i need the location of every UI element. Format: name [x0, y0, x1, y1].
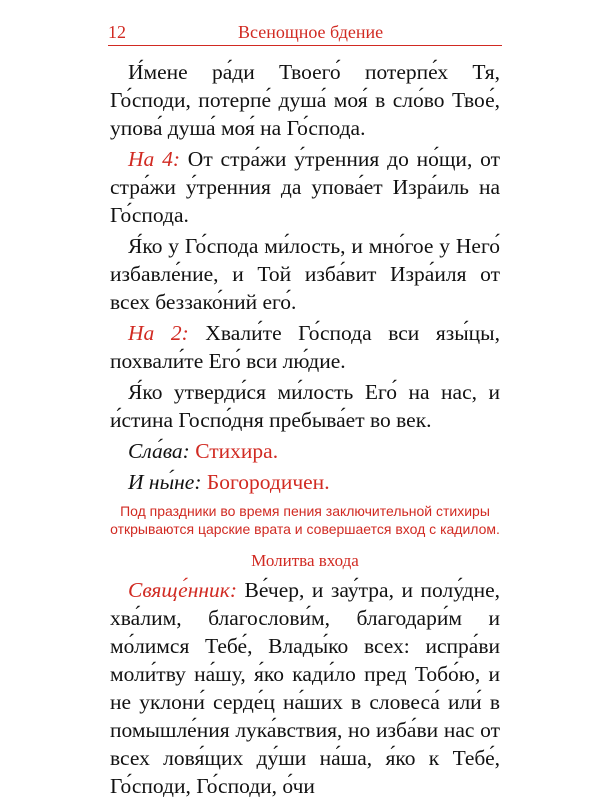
paragraph-verse-4: [110, 319, 500, 375]
paragraph-prayer: [110, 576, 500, 800]
body-text: [110, 58, 500, 803]
prayer-title: Молитва входа: [251, 551, 359, 570]
slava-line: [110, 437, 500, 465]
rubric-priest: Свяще́нник:: [128, 578, 237, 602]
verse-2-text: От стра́жи у́тренния до но́щи, от стра́жи у́тренния да упова́ет Изра́иль на Го́спода.: [110, 147, 500, 227]
paragraph-verse-2: [110, 145, 500, 229]
page-number: 12: [108, 22, 126, 42]
inyne-value: Богородичен.: [201, 470, 330, 494]
rubric-na-4: На 4:: [128, 147, 180, 171]
slava-label: Сла́ва:: [128, 439, 190, 463]
paragraph-verse-1: И́мене ра́ди Твоего́ потерпе́х Тя, Го́споди, потерпе́ душа́ моя́ в сло́во Твое́, упова́ душа́ моя́ на Го́спода.: [110, 60, 500, 140]
paragraph-verse-5: Я́ко утверди́ся ми́лость Его́ на нас, и и́стина Госпо́дня пребыва́ет во век.: [110, 380, 500, 432]
inyne-label: И ны́не:: [128, 470, 202, 494]
verse-4-text: Хвали́те Го́спода вси язы́цы, похвали́те Его́ вси лю́дие.: [110, 321, 501, 373]
running-title: Всенощное бдение: [238, 22, 384, 42]
paragraph-verse-3: Я́ко у Го́спода ми́лость, и мно́гое у Него́ избавле́ние, и Той изба́вит Изра́иля от всех беззако́ний его́.: [110, 234, 500, 314]
header-rule: [108, 45, 502, 46]
page-header: [108, 18, 502, 46]
prayer-text: Ве́чер, и зау́тра, и полу́дне, хва́лим, благослови́м, благодари́м и мо́лимся Тебе́, Влады́ко всех: испра́ви моли́тву на́шу, я́ко кади́ло пред Тобо́ю, и не уклони́ серде́ц на́ших в словеса́ или́ в помышле́ния лука́вствия, но изба́ви нас от всех ловя́щих ду́ши на́ша, я́ко к Тебе́, Го́споди, Го́споди, о́чи: [110, 578, 500, 798]
rubric-na-2: На 2:: [128, 321, 189, 345]
slava-value: Стихира.: [189, 439, 279, 463]
rubric-note: Под праздники во время пения заключительной стихиры открываются царские врата и совершается вход с кадилом.: [110, 503, 500, 537]
inyne-line: [110, 468, 500, 496]
